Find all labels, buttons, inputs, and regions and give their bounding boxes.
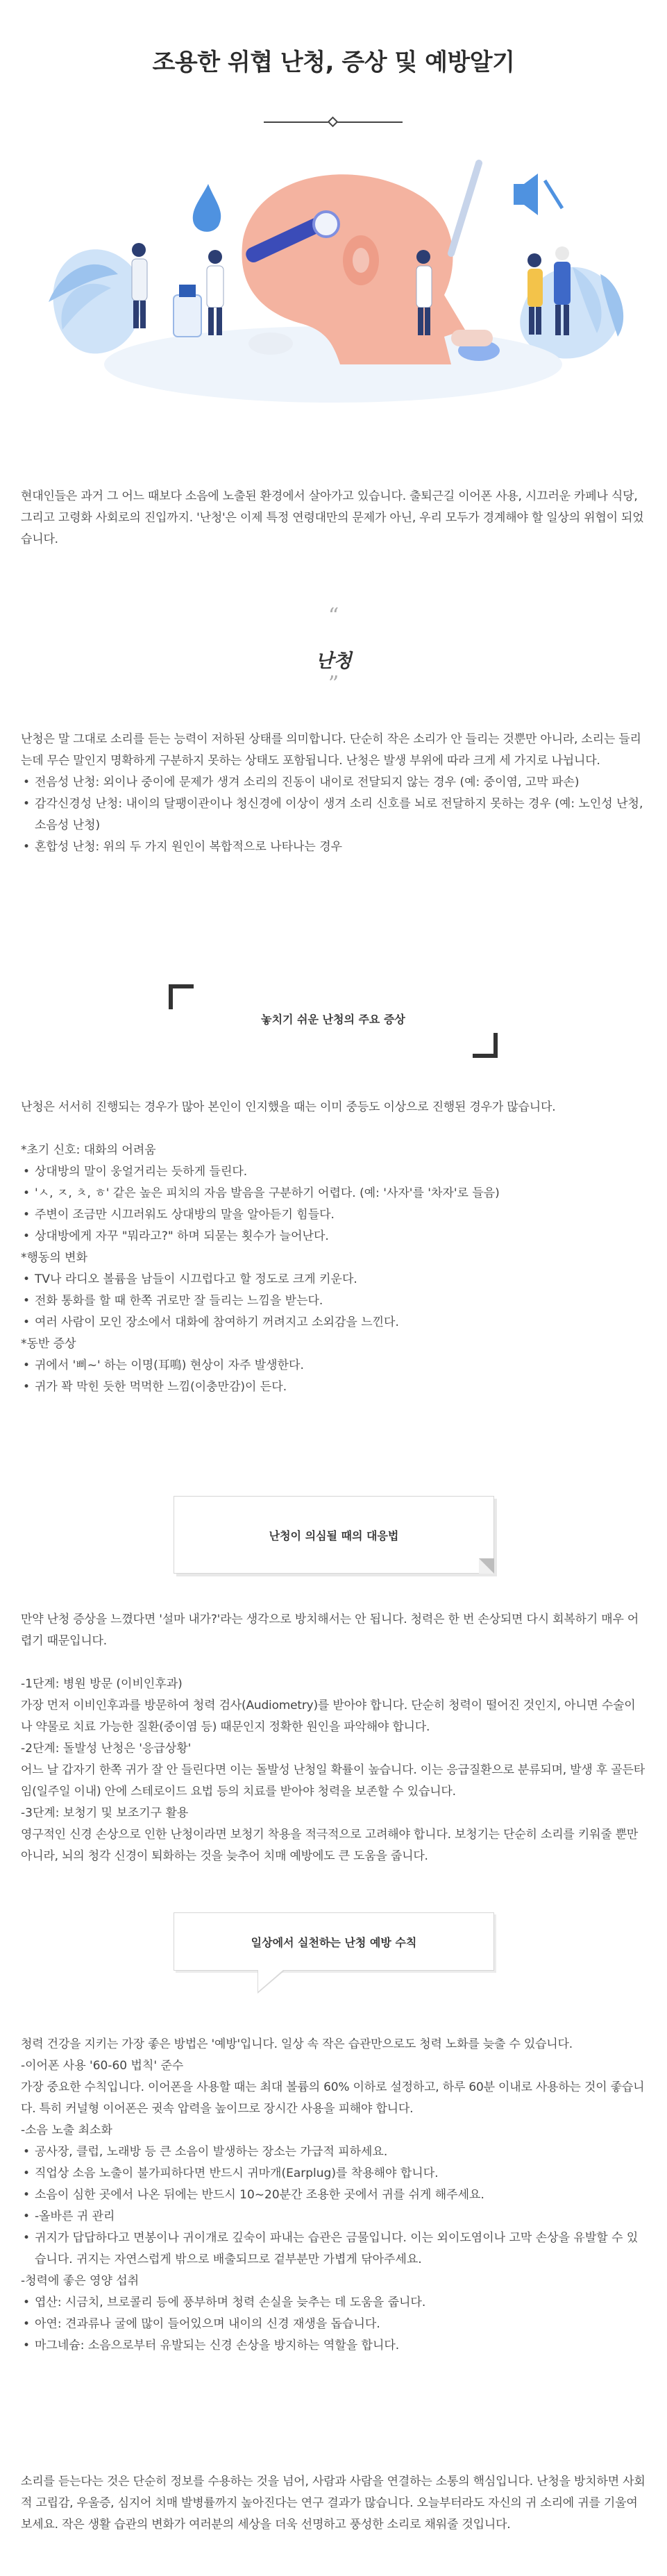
section3-title: 일상에서 실천하는 난청 예방 수칙 — [251, 1936, 417, 1949]
list-item: • 아연: 견과류나 굴에 많이 들어있으며 내이의 신경 재생을 돕습니다. — [21, 2314, 645, 2335]
list-item: • 감각신경성 난청: 내이의 달팽이관이나 청신경에 이상이 생겨 소리 신호를 뇌로 전달하지 못하는 경우 (예: 노인성 난청, 소음성 난청) — [21, 793, 645, 836]
rule4-heading: -청력에 좋은 영양 섭취 — [21, 2274, 140, 2288]
section1-intro: 난청은 서서히 진행되는 경우가 많아 본인이 인지했을 때는 이미 중등도 이상으로 진행된 경우가 많습니다. — [21, 1100, 556, 1114]
list-item: • 여러 사람이 모인 장소에서 대화에 참여하기 꺼려지고 소외감을 느낀다. — [21, 1312, 645, 1333]
step1-heading: -1단계: 병원 방문 (이비인후과) — [21, 1677, 183, 1691]
section2-heading-box — [174, 1496, 494, 1574]
early-signs-heading: *초기 신호: 대화의 어려움 — [21, 1143, 156, 1157]
section2-intro: 만약 난청 증상을 느꼈다면 '설마 내가?'라는 생각으로 방치해서는 안 됩니다. 청력은 한 번 손상되면 다시 회복하기 매우 어렵기 때문입니다. — [21, 1613, 639, 1648]
close-quote-icon: ” — [328, 672, 339, 696]
list-item: • 전음성 난청: 외이나 중이에 문제가 생겨 소리의 진동이 내이로 전달되지 않는 경우 (예: 중이염, 고막 파손) — [21, 772, 645, 793]
step2-text: 어느 날 갑자기 한쪽 귀가 잘 안 들린다면 이는 돌발성 난청일 확률이 높습니다. 이는 응급질환으로 분류되며, 발생 후 골든타임(일주일 이내) 안에 스테로이드 요법 등의 치료를 받아야 청력을 보존할 수 있습니다. — [21, 1763, 645, 1799]
accompanying-list — [21, 1355, 645, 1398]
step3-heading: -3단계: 보청기 및 보조기구 활용 — [21, 1806, 189, 1820]
list-item: • 주변이 조금만 시끄러워도 상대방의 말을 알아듣기 힘들다. — [21, 1204, 645, 1226]
intro-text: 현대인들은 과거 그 어느 때보다 소음에 노출된 환경에서 살아가고 있습니다. 출퇴근길 이어폰 사용, 시끄러운 카페나 식당, 그리고 고령화 사회로의 진입까지. '난청'은 이제 특정 연령대만의 문제가 아닌, 우리 모두가 경계해야 할 일상의 위협이 되었습니다. — [21, 489, 644, 546]
speech-tail-inner — [258, 1969, 284, 1992]
early-signs-list — [21, 1161, 645, 1247]
list-item: • 상대방에게 자꾸 "뭐라고?" 하며 되묻는 횟수가 늘어난다. — [21, 1226, 645, 1247]
folded-corner — [479, 1558, 494, 1574]
step3-text: 영구적인 신경 손상으로 인한 난청이라면 보청기 착용을 적극적으로 고려해야 합니다. 보청기는 단순히 소리를 키워줄 뿐만 아니라, 뇌의 청각 신경이 퇴화하는 것을 늦추어 치매 예방에도 큰 도움을 줍니다. — [21, 1828, 639, 1863]
behavior-heading: *행동의 변화 — [21, 1251, 88, 1265]
closing-text: 소리를 듣는다는 것은 단순히 정보를 수용하는 것을 넘어, 사람과 사람을 연결하는 소통의 핵심입니다. 난청을 방치하면 사회적 고립감, 우울증, 심지어 치매 발병률까지 높아진다는 연구 결과가 많습니다. 오늘부터라도 자신의 귀 소리에 귀를 기울여보세요. 작은 생활 습관의 변화가 여러분의 세상을 더욱 선명하고 풍성한 소리로 채워줄 것입니다. — [21, 2475, 645, 2532]
corner-bracket-bottom-right — [473, 1033, 498, 1058]
open-quote-icon: “ — [328, 604, 339, 628]
section2-body — [21, 1609, 645, 1867]
list-item: • 소음이 심한 곳에서 나온 뒤에는 반드시 10~20분간 조용한 곳에서 귀를 쉬게 해주세요. — [21, 2184, 645, 2206]
list-item: • 마그네슘: 소음으로부터 유발되는 신경 손상을 방지하는 역할을 합니다. — [21, 2335, 645, 2357]
types-list — [21, 772, 645, 858]
step1-text: 가장 먼저 이비인후과를 방문하여 청력 검사(Audiometry)를 받아야 합니다. 단순히 청력이 떨어진 것인지, 아니면 수술이나 약물로 치료 가능한 질환(중이염 등) 때문인지 정확한 원인을 파악해야 합니다. — [21, 1699, 636, 1734]
definition-section — [21, 729, 645, 858]
list-item: • 엽산: 시금치, 브로콜리 등에 풍부하며 청력 손실을 늦추는 데 도움을 줍니다. — [21, 2292, 645, 2314]
list-item: • 직업상 소음 노출이 불가피하다면 반드시 귀마개(Earplug)를 착용해야 합니다. — [21, 2163, 645, 2184]
list-item: • TV나 라디오 볼륨을 남들이 시끄럽다고 할 정도로 크게 키운다. — [21, 1269, 645, 1290]
list-item: • 귀에서 '삐~' 하는 이명(耳鳴) 현상이 자주 발생한다. — [21, 1355, 645, 1377]
quote-title: 난청 — [315, 650, 352, 672]
list-item: • 혼합성 난청: 위의 두 가지 원인이 복합적으로 나타나는 경우 — [21, 836, 645, 858]
definition-text: 난청은 말 그대로 소리를 듣는 능력이 저하된 상태를 의미합니다. 단순히 작은 소리가 안 들리는 것뿐만 아니라, 소리는 들리는데 무슨 말인지 명확하게 구분하지 못하는 상태도 포함됩니다. 난청은 발생 부위에 따라 크게 세 가지로 나뉩니다. — [21, 732, 641, 768]
rule4-list — [21, 2292, 645, 2357]
accompanying-heading: *동반 증상 — [21, 1337, 76, 1351]
corner-bracket-top-left — [169, 984, 194, 1009]
list-item: • 전화 통화를 할 때 한쪽 귀로만 잘 들리는 느낌을 받는다. — [21, 1290, 645, 1312]
section1-body — [21, 1097, 645, 1398]
section3-intro: 청력 건강을 지키는 가장 좋은 방법은 '예방'입니다. 일상 속 작은 습관만으로도 청력 노화를 늦출 수 있습니다. — [21, 2037, 573, 2051]
step2-heading: -2단계: 돌발성 난청은 '응급상황' — [21, 1742, 192, 1756]
section1-title: 놓치기 쉬운 난청의 주요 증상 — [261, 1013, 405, 1026]
list-item: • 상대방의 말이 웅얼거리는 듯하게 들린다. — [21, 1161, 645, 1183]
hearing-exam-illustration — [35, 156, 632, 414]
rule2-heading: -소음 노출 최소화 — [21, 2123, 112, 2137]
list-item: • 'ㅅ, ㅈ, ㅊ, ㅎ' 같은 높은 피치의 자음 발음을 구분하기 어렵다. (예: '사자'를 '차자'로 들음) — [21, 1183, 645, 1204]
list-item: • -올바른 귀 관리 — [21, 2206, 645, 2228]
section3-body — [21, 2034, 645, 2357]
list-item: • 공사장, 클럽, 노래방 등 큰 소음이 발생하는 장소는 가급적 피하세요. — [21, 2141, 645, 2163]
diamond-icon — [328, 117, 339, 128]
closing-paragraph — [21, 2471, 645, 2536]
section2-title: 난청이 의심될 때의 대응법 — [269, 1529, 399, 1542]
rule1-heading: -이어폰 사용 '60-60 법칙' 준수 — [21, 2059, 184, 2073]
behavior-list — [21, 1269, 645, 1333]
section3-heading-bubble — [174, 1912, 494, 1971]
rule1-text: 가장 중요한 수칙입니다. 이어폰을 사용할 때는 최대 볼륨의 60% 이하로 설정하고, 하루 60분 이내로 사용하는 것이 좋습니다. 특히 커널형 이어폰은 귓속 압력을 높이므로 장시간 사용을 피해야 합니다. — [21, 2080, 645, 2116]
section1-heading-box — [169, 984, 498, 1058]
list-item: • 귀가 꽉 막힌 듯한 먹먹한 느낌(이충만감)이 든다. — [21, 1377, 645, 1398]
rule3-list — [21, 2206, 645, 2271]
list-item: • 귀지가 답답하다고 면봉이나 귀이개로 깊숙이 파내는 습관은 금물입니다. 이는 외이도염이나 고막 손상을 유발할 수 있습니다. 귀지는 자연스럽게 밖으로 배출되므로 겉부분만 가볍게 닦아주세요. — [21, 2228, 645, 2271]
rule2-list — [21, 2141, 645, 2206]
title-divider — [264, 118, 403, 126]
intro-paragraph — [21, 486, 645, 550]
page-title: 조용한 위협 난청, 증상 및 예방알기 — [152, 49, 515, 76]
